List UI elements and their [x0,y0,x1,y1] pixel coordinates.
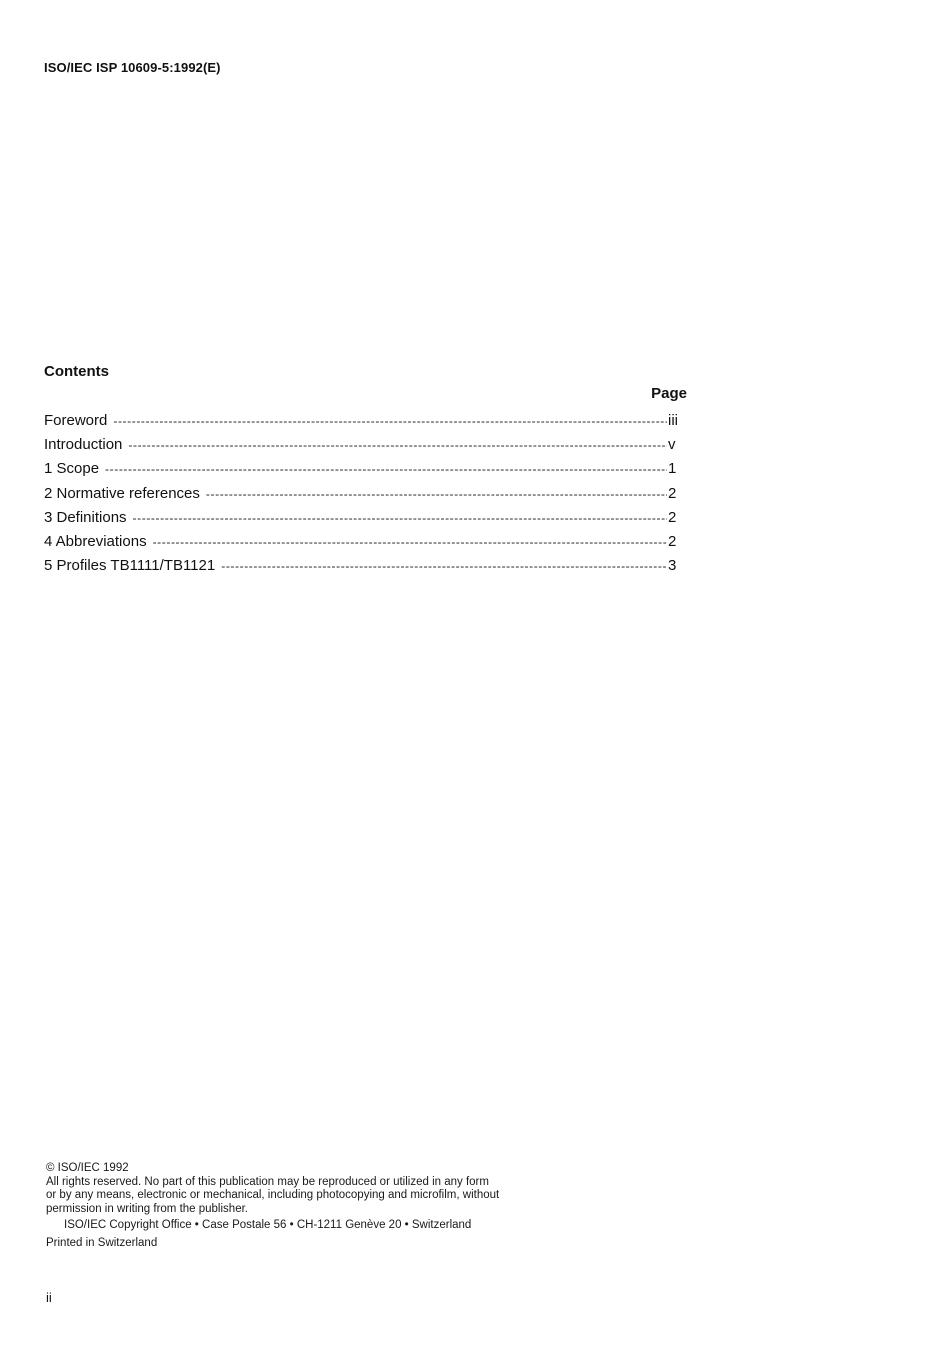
rights-text-line: All rights reserved. No part of this publication may be reproduced or utilized in any form [46,1175,489,1188]
toc-entry-page: v [668,436,676,454]
toc-entry-label: 4 Abbreviations [44,532,147,550]
toc-entry-label: 1 Scope [44,460,100,478]
toc-entry-introduction[interactable] [44,433,680,457]
printed-in: Printed in Switzerland [46,1236,158,1249]
rights-text-line: or by any means, electronic or mechanical, including photocopying and microfilm, without [46,1189,500,1202]
toc-entry-label: Introduction [44,436,123,454]
toc-entry-label: 2 Normative references [44,484,200,502]
toc-entry-profiles[interactable] [44,554,680,578]
copyright-office-address: ISO/IEC Copyright Office • Case Postale 56 • CH-1211 Genève 20 • Switzerland [64,1219,472,1232]
toc-entry-page: iii [668,412,678,429]
toc-dot-leader [153,530,667,554]
toc-entry-page: 3 [668,557,677,575]
toc-entry-page: 1 [668,460,677,478]
toc-entry-page: 2 [668,484,677,502]
document-identifier: ISO/IEC ISP 10609-5:1992(E) [44,60,221,75]
toc-entry-page: 2 [668,532,677,550]
toc-dot-leader [206,482,667,506]
toc-dot-leader [128,433,667,457]
toc-entry-abbreviations[interactable] [44,530,680,554]
toc-dot-leader [133,506,667,530]
toc-entry-page: 2 [668,508,677,526]
page-number: ii [46,1290,52,1305]
toc-dot-leader [113,409,667,433]
page-column-heading: Page [651,385,687,402]
toc-dot-leader [105,457,667,481]
table-of-contents [44,409,680,578]
toc-entry-label: 5 Profiles TB1111/TB1121 [44,557,216,575]
toc-dot-leader [221,554,667,578]
toc-entry-definitions[interactable] [44,506,680,530]
toc-entry-label: Foreword [44,412,108,429]
copyright-notice [46,1162,606,1251]
toc-entry-normative-references[interactable] [44,482,680,506]
copyright-line: © ISO/IEC 1992 [46,1162,129,1174]
toc-entry-label: 3 Definitions [44,508,127,526]
toc-entry-foreword[interactable] [44,409,680,433]
toc-entry-scope[interactable] [44,457,680,481]
contents-heading: Contents [44,363,109,380]
rights-text-line: permission in writing from the publisher. [46,1202,248,1215]
